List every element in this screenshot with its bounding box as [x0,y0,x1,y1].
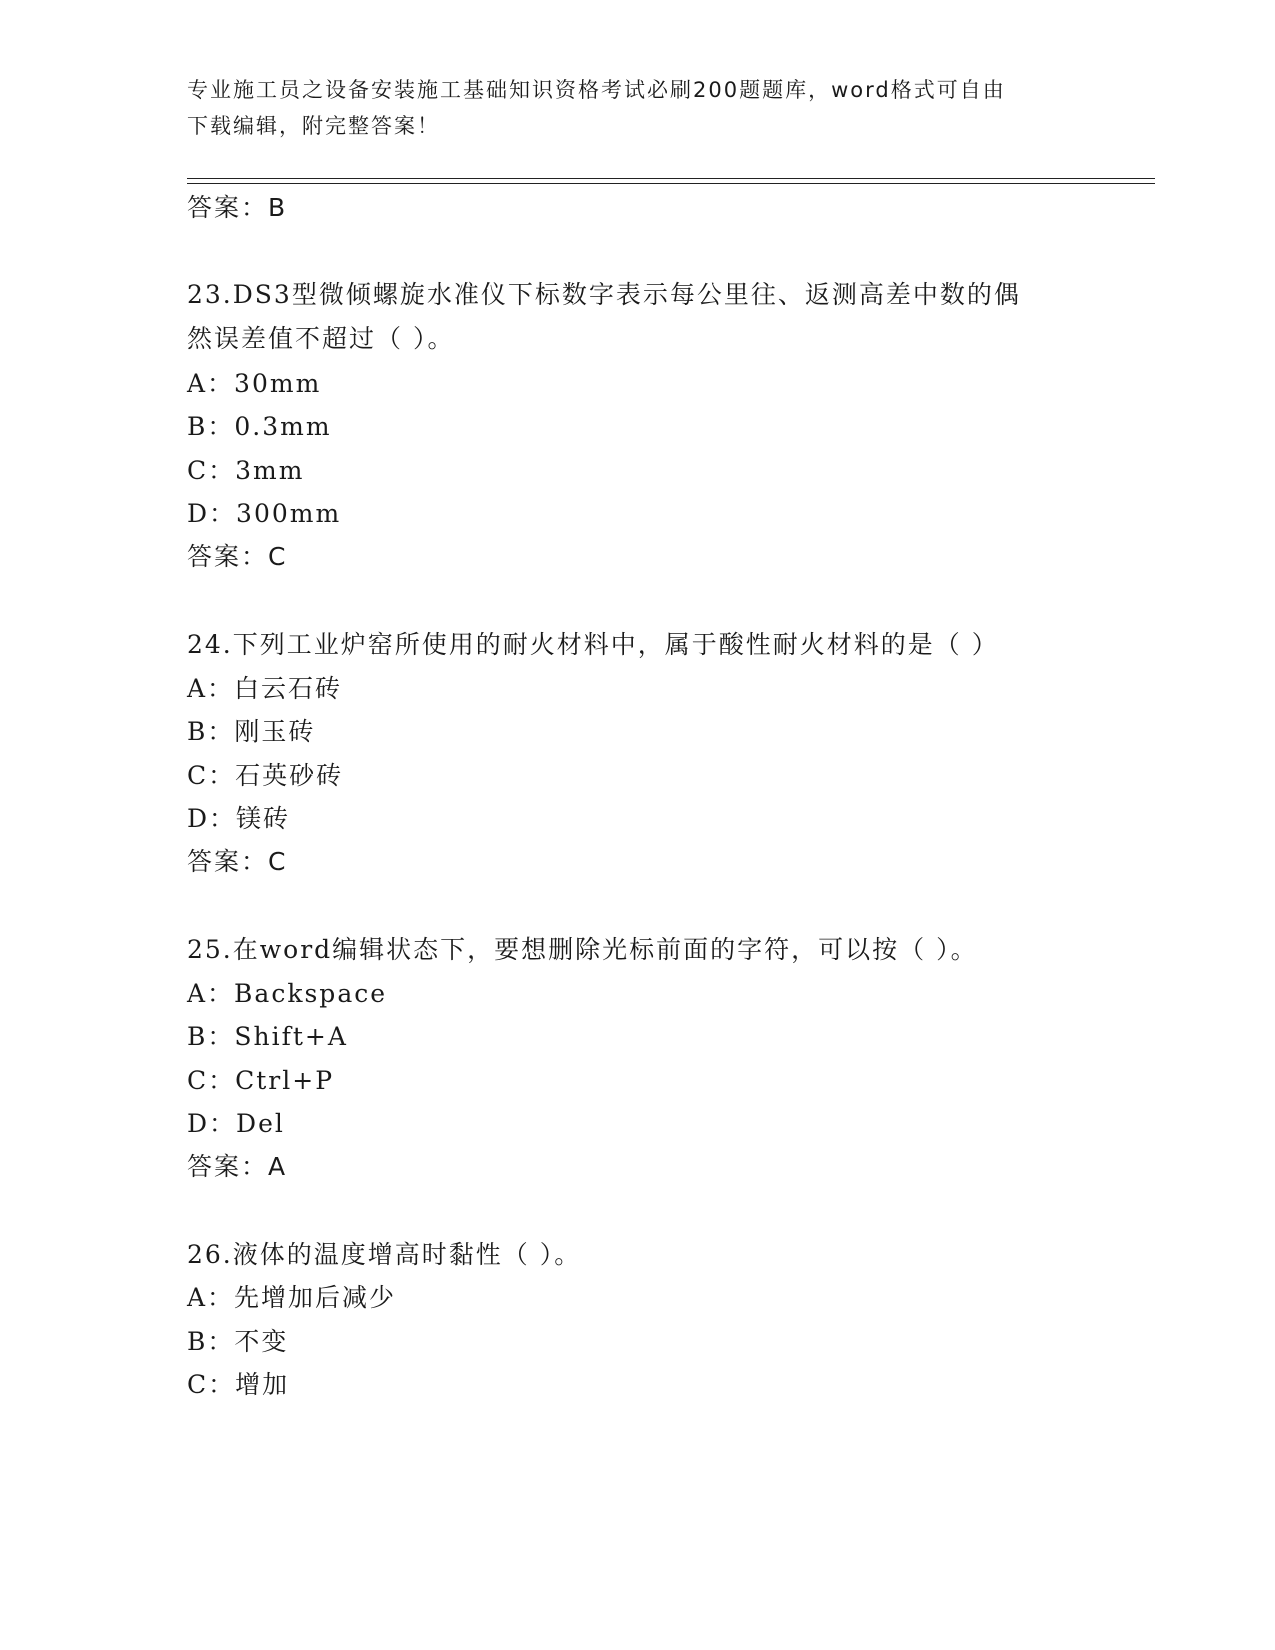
question-25-option-d: D：Del [187,1109,285,1138]
question-24-option-d: D：镁砖 [187,804,291,833]
question-26-stem-line-1: 26.液体的温度增高时黏性（ ）。 [187,1240,582,1269]
header-divider-top [187,178,1155,179]
question-23-option-c: C：3mm [187,456,305,485]
question-24-stem-line-1: 24.下列工业炉窑所使用的耐火材料中，属于酸性耐火材料的是（ ） [187,630,999,659]
question-25-option-c: C：Ctrl+P [187,1066,335,1095]
question-23-stem-line-2: 然误差值不超过（ ）。 [187,324,455,353]
question-26-option-b: B：不变 [187,1327,289,1356]
question-25-answer: 答案：A [187,1152,288,1181]
header-divider-bottom [187,183,1155,184]
question-23-option-a: A：30mm [187,369,322,398]
question-24-answer: 答案：C [187,847,288,876]
question-23-option-b: B：0.3mm [187,412,332,441]
answer-22: 答案：B [187,193,288,222]
question-23-stem-line-1: 23.DS3型微倾螺旋水准仪下标数字表示每公里往、返测高差中数的偶 [187,280,1021,309]
question-26-option-a: A：先增加后减少 [187,1283,397,1312]
question-24-option-c: C：石英砂砖 [187,761,344,790]
question-23-option-d: D：300mm [187,499,342,528]
question-25-option-b: B：Shift+A [187,1022,348,1051]
question-24-option-a: A：白云石砖 [187,674,343,703]
question-24-option-b: B：刚玉砖 [187,717,316,746]
question-25-stem-line-1: 25.在word编辑状态下，要想删除光标前面的字符，可以按（ ）。 [187,935,978,964]
header-line-2: 下载编辑，附完整答案！ [187,114,440,138]
header-line-1: 专业施工员之设备安装施工基础知识资格考试必刷200题题库，word格式可自由 [187,78,1006,102]
question-26-option-c: C：增加 [187,1370,290,1399]
question-25-option-a: A：Backspace [187,979,388,1008]
question-23-answer: 答案：C [187,542,288,571]
document-header [187,72,1067,144]
